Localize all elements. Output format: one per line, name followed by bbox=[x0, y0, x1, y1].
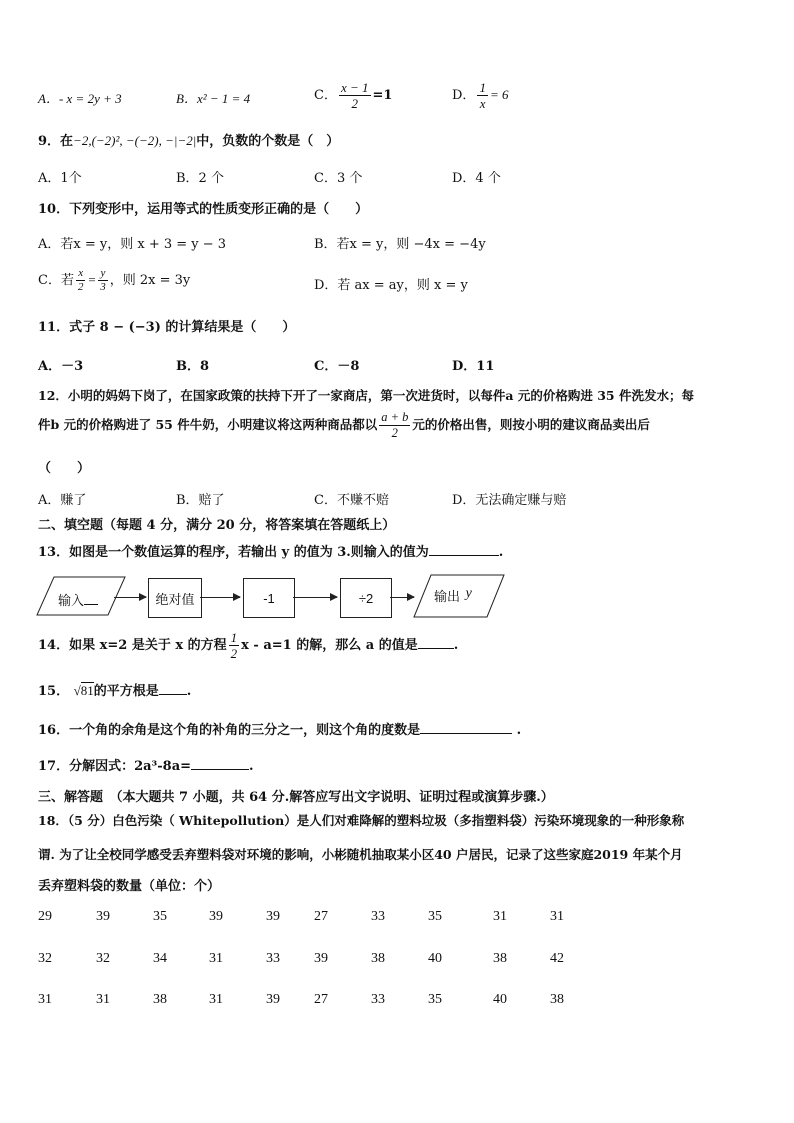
flow-output-variable: y bbox=[465, 586, 472, 601]
q10-option-d: D．若 ax = ay，则 x = y bbox=[314, 278, 468, 293]
q10-option-a: A．若x = y，则 x + 3 = y − 3 bbox=[38, 237, 227, 252]
data-cell: 31 bbox=[209, 951, 223, 966]
q10-c-pre: C．若 bbox=[38, 273, 74, 288]
q17-end: . bbox=[249, 759, 254, 774]
q14-pre: 14．如果 x=2 是关于 x 的方程 bbox=[38, 638, 227, 653]
data-cell: 40 bbox=[493, 992, 507, 1007]
q8-option-c-label: C． bbox=[314, 88, 337, 103]
data-cell: 27 bbox=[314, 909, 328, 924]
q8-option-c bbox=[314, 80, 392, 111]
flow-input-label bbox=[58, 590, 98, 609]
q9-stem-math: −2,(−2)², −(−2), −|−2| bbox=[73, 133, 197, 148]
data-cell: 31 bbox=[96, 992, 110, 1007]
q8-d-numerator: 1 bbox=[479, 80, 486, 95]
q18-line3: 丢弃塑料袋的数量（单位：个） bbox=[38, 879, 221, 894]
q11-option-b: B．8 bbox=[176, 359, 210, 374]
q14-frac-den: 2 bbox=[230, 646, 238, 661]
q10-c-fraction-2 bbox=[98, 267, 108, 294]
q12-option-c: C．不赚不赔 bbox=[314, 493, 389, 508]
section-2-heading: 二、填空题（每题 4 分，满分 20 分，将答案填在答题纸上） bbox=[38, 518, 396, 533]
q14-answer-blank bbox=[418, 648, 454, 649]
data-cell: 39 bbox=[314, 951, 328, 966]
q9-option-a: A．1个 bbox=[38, 171, 82, 186]
q10-c-f2-num: y bbox=[98, 267, 108, 281]
q10-c-f1-num: x bbox=[76, 267, 86, 281]
data-cell: 35 bbox=[428, 992, 442, 1007]
q15-number: 15． bbox=[38, 684, 70, 699]
q14-post: x - a=1 的解，那么 a 的值是 bbox=[241, 638, 418, 653]
data-cell: 39 bbox=[266, 992, 280, 1007]
q18-line2: 谓. 为了让全校同学感受丢弃塑料袋对环境的影响，小彬随机抽取某小区40 户居民，记录了这些家庭2019 年某个月 bbox=[38, 847, 683, 862]
q12-fraction bbox=[379, 410, 410, 441]
flow-step-minus-one: -1 bbox=[243, 578, 295, 618]
q13-answer-blank bbox=[429, 555, 499, 556]
q9-stem bbox=[38, 130, 339, 149]
q12-option-a: A．赚了 bbox=[38, 493, 87, 508]
flow-input-text: 输入 bbox=[58, 593, 85, 608]
q14-end: . bbox=[453, 638, 459, 653]
q12-frac-den: 2 bbox=[391, 426, 398, 440]
q12-option-d: D．无法确定赚与赔 bbox=[452, 493, 567, 508]
q8-option-b bbox=[176, 88, 250, 107]
q12-line2-pre: 件b 元的价格购进了 55 件牛奶，小明建议将这两种商品都以 bbox=[38, 417, 378, 432]
flow-input-blank bbox=[84, 604, 98, 605]
q15-post: 的平方根是 bbox=[93, 684, 159, 699]
q15-radicand: 81 bbox=[80, 683, 94, 698]
q11-stem: 11．式子 8 − (−3) 的计算结果是（ ） bbox=[38, 320, 296, 335]
q12-option-b: B．赔了 bbox=[176, 493, 225, 508]
q10-option-b: B．若x = y，则 −4x = −4y bbox=[314, 237, 486, 252]
data-cell: 31 bbox=[209, 992, 223, 1007]
data-cell: 32 bbox=[96, 951, 110, 966]
q10-option-c bbox=[38, 267, 190, 294]
data-cell: 38 bbox=[550, 992, 564, 1007]
q16-answer-blank bbox=[420, 733, 512, 734]
data-cell: 33 bbox=[371, 992, 385, 1007]
data-cell: 31 bbox=[493, 909, 507, 924]
q15-sqrt: √81 bbox=[73, 683, 94, 698]
data-cell: 29 bbox=[38, 909, 52, 924]
q8-option-d-fraction bbox=[477, 80, 488, 111]
q11-option-a: A．－3 bbox=[38, 359, 84, 374]
q8-c-denominator: 2 bbox=[351, 96, 358, 111]
data-cell: 27 bbox=[314, 992, 328, 1007]
data-cell: 39 bbox=[209, 909, 223, 924]
q12-line3: （ ） bbox=[38, 461, 91, 476]
data-cell: 40 bbox=[428, 951, 442, 966]
q17-answer-blank bbox=[191, 769, 249, 770]
q8-option-b-text: B．x² − 1 = 4 bbox=[176, 91, 251, 106]
q8-option-d-label: D． bbox=[452, 88, 476, 103]
q9-stem-post: 中，负数的个数是（ ） bbox=[196, 134, 340, 149]
q16-stem-text: 16．一个角的余角是这个角的补角的三分之一，则这个角的度数是 bbox=[38, 723, 421, 738]
q17-stem-text: 17．分解因式：2a³-8a= bbox=[38, 759, 192, 774]
q10-stem: 10．下列变形中，运用等式的性质变形正确的是（ ） bbox=[38, 202, 369, 217]
data-cell: 38 bbox=[371, 951, 385, 966]
q17-stem bbox=[38, 755, 254, 774]
data-cell: 38 bbox=[153, 992, 167, 1007]
q11-option-d: D．11 bbox=[452, 359, 495, 374]
data-cell: 38 bbox=[493, 951, 507, 966]
q13-end: . bbox=[498, 545, 504, 560]
flow-output-label bbox=[434, 586, 470, 606]
q12-line1: 12．小明的妈妈下岗了，在国家政策的扶持下开了一家商店，第一次进货时，以每件a 元的价格购进 35 件洗发水；每 bbox=[38, 388, 694, 403]
q15-end: . bbox=[186, 684, 192, 699]
flow-step-divide-two: ÷2 bbox=[340, 578, 392, 618]
q8-option-a-text: A．- x = 2y + 3 bbox=[38, 91, 122, 106]
q10-c-post: ，则 2x = 3y bbox=[109, 273, 191, 288]
flow-arrow-4 bbox=[390, 597, 414, 598]
q14-fraction bbox=[229, 630, 240, 661]
q9-option-c: C．3 个 bbox=[314, 171, 363, 186]
q15-stem bbox=[38, 680, 191, 699]
section-3-heading: 三、解答题 （本大题共 7 小题，共 64 分.解答应写出文字说明、证明过程或演算步骤.） bbox=[38, 790, 554, 805]
flow-arrow-1 bbox=[114, 597, 146, 598]
data-cell: 35 bbox=[153, 909, 167, 924]
q10-c-f2-den: 3 bbox=[100, 281, 106, 293]
q11-option-c: C．－8 bbox=[314, 359, 360, 374]
flow-step-absolute: 绝对值 bbox=[148, 578, 202, 618]
data-cell: 42 bbox=[550, 951, 564, 966]
q12-frac-num: a + b bbox=[381, 410, 409, 424]
flow-output-text: 输出 bbox=[434, 589, 461, 604]
q8-option-d bbox=[452, 80, 508, 111]
q15-answer-blank bbox=[159, 694, 187, 695]
data-cell: 31 bbox=[550, 909, 564, 924]
flow-arrow-3 bbox=[293, 597, 337, 598]
q14-frac-num: 1 bbox=[230, 630, 238, 645]
q8-option-c-fraction bbox=[339, 80, 371, 111]
data-cell: 32 bbox=[38, 951, 52, 966]
data-cell: 33 bbox=[266, 951, 280, 966]
data-cell: 33 bbox=[371, 909, 385, 924]
data-cell: 35 bbox=[428, 909, 442, 924]
data-cell: 31 bbox=[38, 992, 52, 1007]
q12-line2 bbox=[38, 410, 650, 441]
data-cell: 39 bbox=[266, 909, 280, 924]
flow-arrow-2 bbox=[200, 597, 240, 598]
q16-stem bbox=[38, 719, 521, 738]
data-cell: 39 bbox=[96, 909, 110, 924]
q10-c-f1-den: 2 bbox=[77, 281, 84, 293]
q13-stem bbox=[38, 541, 503, 560]
q8-d-tail: = 6 bbox=[489, 87, 509, 102]
q9-option-b: B．2 个 bbox=[176, 171, 224, 186]
q10-c-fraction-1 bbox=[76, 267, 86, 294]
q16-end: . bbox=[516, 723, 522, 738]
q8-option-a bbox=[38, 88, 122, 107]
q9-option-d: D．4 个 bbox=[452, 171, 501, 186]
q8-c-tail: =1 bbox=[372, 88, 393, 103]
q10-c-eq: = bbox=[87, 272, 97, 287]
q13-stem-text: 13．如图是一个数值运算的程序，若输出 y 的值为 3.则输入的值为 bbox=[38, 545, 429, 560]
q8-d-denominator: x bbox=[479, 96, 486, 111]
q18-line1: 18．（5 分）白色污染（ Whitepollution）是人们对难降解的塑料垃圾（多指塑料袋）污染环境现象的一种形象称 bbox=[38, 813, 685, 828]
q9-stem-pre: 9．在 bbox=[38, 134, 74, 149]
data-cell: 34 bbox=[153, 951, 167, 966]
q14-stem bbox=[38, 630, 458, 661]
q12-line2-post: 元的价格出售，则按小明的建议商品卖出后 bbox=[412, 417, 650, 432]
q8-c-numerator: x − 1 bbox=[340, 80, 369, 95]
